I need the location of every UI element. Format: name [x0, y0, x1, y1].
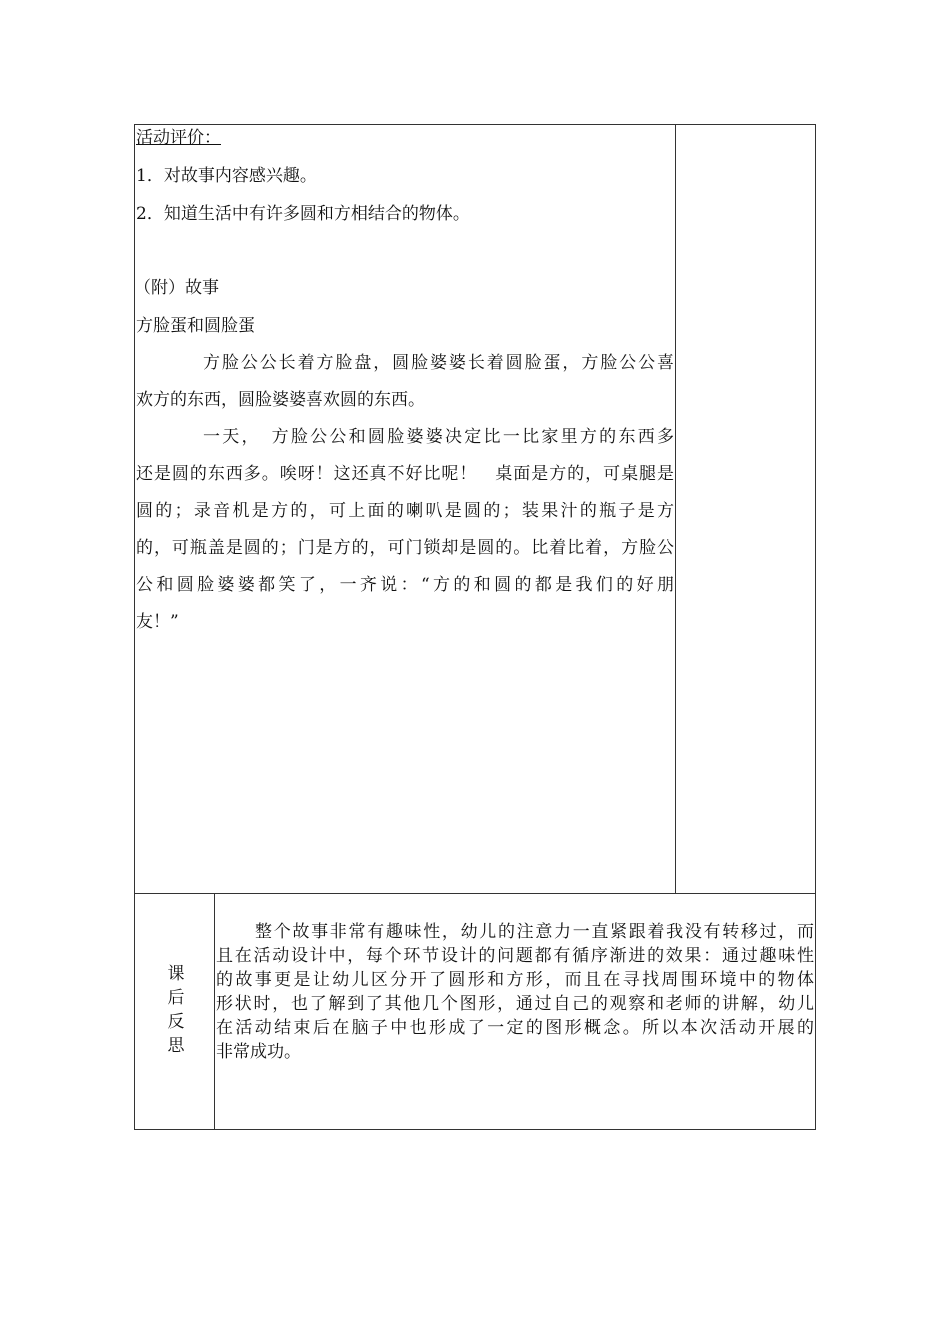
story-paragraph-line: 欢方的东西，圆脸婆婆喜欢圆的东西。 [136, 390, 425, 410]
evaluation-heading: 活动评价： [136, 128, 221, 148]
reflection-line: 非常成功。 [216, 1042, 301, 1062]
reflection-label-char: 后 [167, 988, 185, 1008]
reflection-line: 的故事更是让幼儿区分开了圆形和方形，而且在寻找周围环境中的物体 [216, 970, 814, 990]
story-paragraph-line: 还是圆的东西多。唉呀！这还真不好比呢！ 桌面是方的，可桌腿是 [136, 464, 674, 484]
story-paragraph-line: 友！” [136, 612, 179, 632]
right-column-divider [675, 124, 676, 894]
reflection-line: 形状时，也了解到了其他几个图形，通过自己的观察和老师的讲解，幼儿 [216, 994, 814, 1014]
reflection-label-char: 思 [167, 1036, 185, 1056]
evaluation-item: 2．知道生活中有许多圆和方相结合的物体。 [136, 204, 470, 224]
label-column-divider [214, 893, 215, 1130]
story-paragraph-line: 公和圆脸婆婆都笑了，一齐说：“方的和圆的都是我们的好朋 [136, 575, 674, 595]
reflection-line: 在活动结束后在脑子中也形成了一定的图形概念。所以本次活动开展的 [216, 1018, 814, 1038]
row-divider [134, 893, 816, 894]
story-paragraph-line: 一天， 方脸公公和圆脸婆婆决定比一比家里方的东西多 [203, 427, 674, 447]
story-paragraph-line: 方脸公公长着方脸盘，圆脸婆婆长着圆脸蛋，方脸公公喜 [203, 353, 674, 373]
appendix-label: （附）故事 [134, 278, 219, 298]
story-title: 方脸蛋和圆脸蛋 [136, 316, 255, 336]
reflection-line: 且在活动设计中，每个环节设计的问题都有循序渐进的效果：通过趣味性 [216, 946, 814, 966]
story-paragraph-line: 的，可瓶盖是圆的；门是方的，可门锁却是圆的。比着比着，方脸公 [136, 538, 674, 558]
reflection-label-char: 课 [167, 964, 185, 984]
reflection-line: 整个故事非常有趣味性，幼儿的注意力一直紧跟着我没有转移过，而 [255, 922, 814, 942]
reflection-label-char: 反 [167, 1012, 185, 1032]
story-paragraph-line: 圆的；录音机是方的，可上面的喇叭是圆的；装果汁的瓶子是方 [136, 501, 674, 521]
evaluation-item: 1．对故事内容感兴趣。 [136, 166, 317, 186]
